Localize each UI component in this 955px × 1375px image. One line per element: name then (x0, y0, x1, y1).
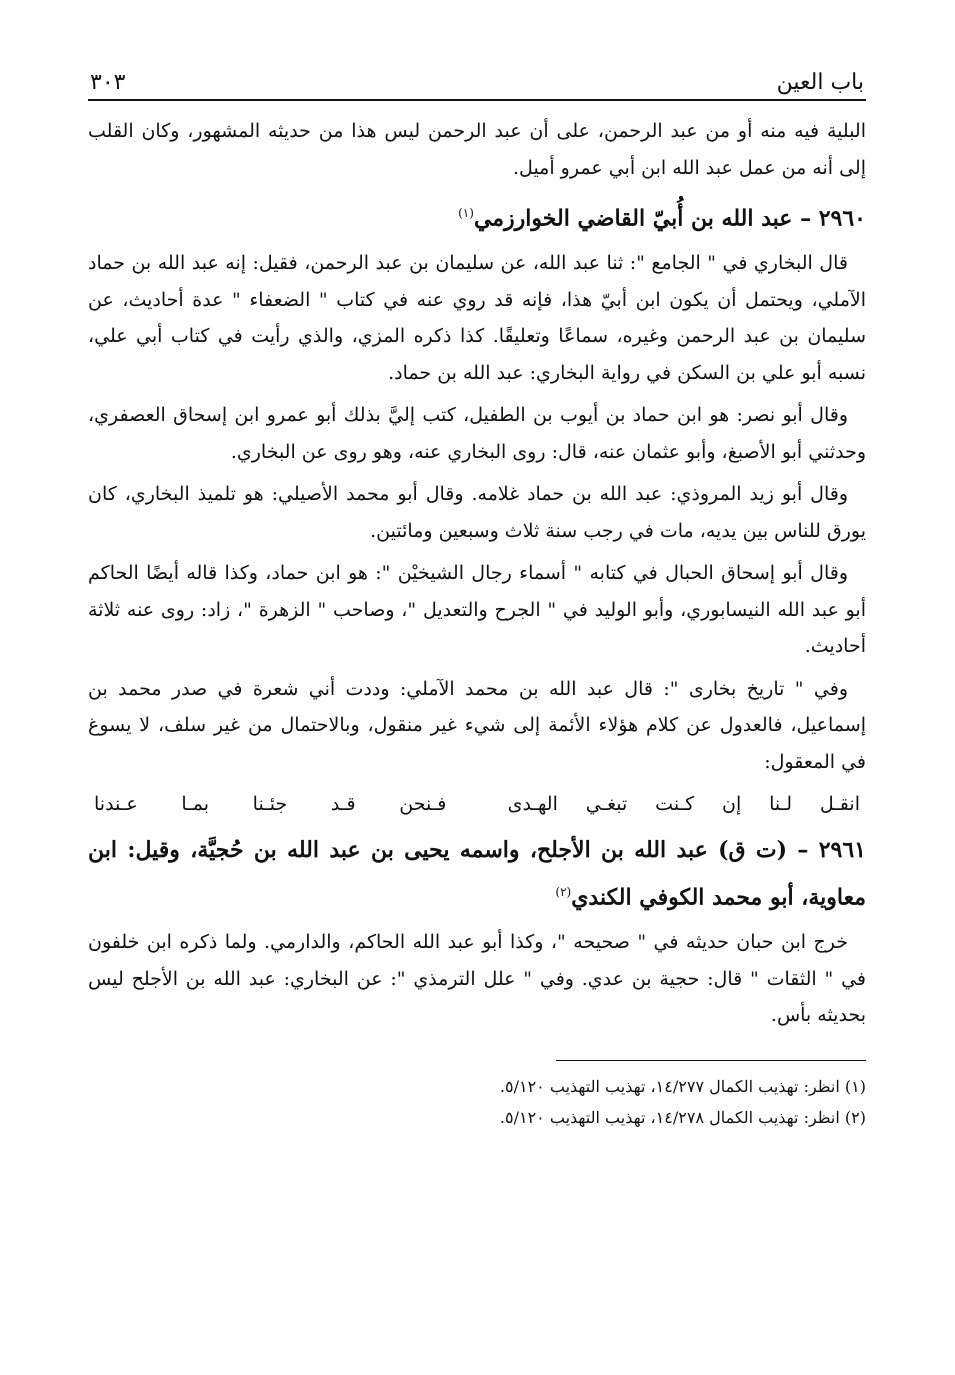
entry-heading (88, 829, 866, 918)
verse-second-hemistich: فـنحن قـد جئـنا بمـا عـندنا (94, 793, 447, 816)
footnote-ref: (٢) (555, 884, 572, 899)
footnote: (١) انظر: تهذيب الكمال ١٤/٢٧٧، تهذيب التهذيب ٥/١٢٠. (499, 1076, 866, 1096)
footnote-ref: (١) (458, 206, 474, 220)
footnotes (88, 1071, 866, 1133)
paragraph: البلية فيه منه أو من عبد الرحمن، على أن عبد الرحمن ليس هذا من حديثه المشهور، وكان القلب إلى أنه من عمل عبد الله ابن أبي عمرو أميل. (88, 120, 866, 179)
entry-title-text: ٢٩٦١ – (ت ق) عبد الله بن الأجلح، واسمه يحيى بن عبد الله بن حُجيَّة، وقيل: ابن معاوية، أبو محمد الكوفي الكندي (88, 836, 866, 911)
verse-first-hemistich: انقـل لـنا إن كـنت تبغـي الهـدى (507, 793, 860, 816)
book-page (88, 55, 866, 1133)
entry-title-text: ٢٩٦٠ – عبد الله بن أُبيّ القاضي الخوارزمي (473, 205, 866, 232)
chapter-title: باب العين (776, 70, 864, 95)
footnote-divider (556, 1060, 866, 1061)
paragraph: وقال أبو نصر: هو ابن حماد بن أيوب بن الطفيل، كتب إليَّ بذلك أبو عمرو ابن إسحاق العصفري، وحدثني أبو الأصبغ، وأبو عثمان عنه، قال: روى البخاري عنه، وهو روى عن البخاري. (88, 404, 866, 463)
entry-heading (88, 192, 866, 239)
paragraph: وفي " تاريخ بخارى ": قال عبد الله بن محمد الآملي: وددت أني شعرة في صدر محمد بن إسماعيل، فالعدول عن كلام هؤلاء الأئمة إلى شيء غير منقول، وبالاحتمال من غير سلف، لا يسوغ في المعقول: (88, 677, 866, 773)
paragraph: خرج ابن حبان حديثه في " صحيحه "، وكذا أبو عبد الله الحاكم، والدارمي. ولما ذكره ابن خلفون في " الثقات " قال: حجية بن عدي. وفي " علل الترمذي ": عن البخاري: عبد الله بن الأجلح ليس بحديثه بأس. (88, 931, 866, 1027)
main-text (88, 113, 866, 1034)
paragraph: قال البخاري في " الجامع ": ثنا عبد الله، عن سليمان بن عبد الرحمن، فقيل: إنه عبد الله بن حماد الآملي، ويحتمل أن يكون ابن أبيّ هذا، فإنه قد روي عنه في كتاب " الضعفاء " عدة أحاديث، عن سليمان بن عبد الرحمن وغيره، سماعًا وتعليقًا. كذا ذكره المزي، والذي رأيت في كتاب أبي علي، نسبه أبو علي بن السكن في رواية البخاري: عبد الله بن حماد. (88, 252, 866, 384)
running-header (88, 55, 866, 101)
paragraph: وقال أبو زيد المروذي: عبد الله بن حماد غلامه. وقال أبو محمد الأصيلي: هو تلميذ البخاري، كان يورق للناس بين يديه، مات في رجب سنة ثلاث وسبعين ومائتين. (88, 483, 866, 542)
footnote: (٢) انظر: تهذيب الكمال ١٤/٢٧٨، تهذيب التهذيب ٥/١٢٠. (499, 1107, 866, 1127)
poetry-verse (88, 786, 866, 823)
paragraph: وقال أبو إسحاق الحبال في كتابه " أسماء رجال الشيخيْن ": هو ابن حماد، وكذا قاله أيضًا الحاكم أبو عبد الله النيسابوري، وأبو الوليد في " الجرح والتعديل "، وصاحب " الزهرة "، زاد: روى عنه ثلاثة أحاديث. (88, 562, 866, 658)
page-number: ٣٠٣ (90, 70, 126, 95)
